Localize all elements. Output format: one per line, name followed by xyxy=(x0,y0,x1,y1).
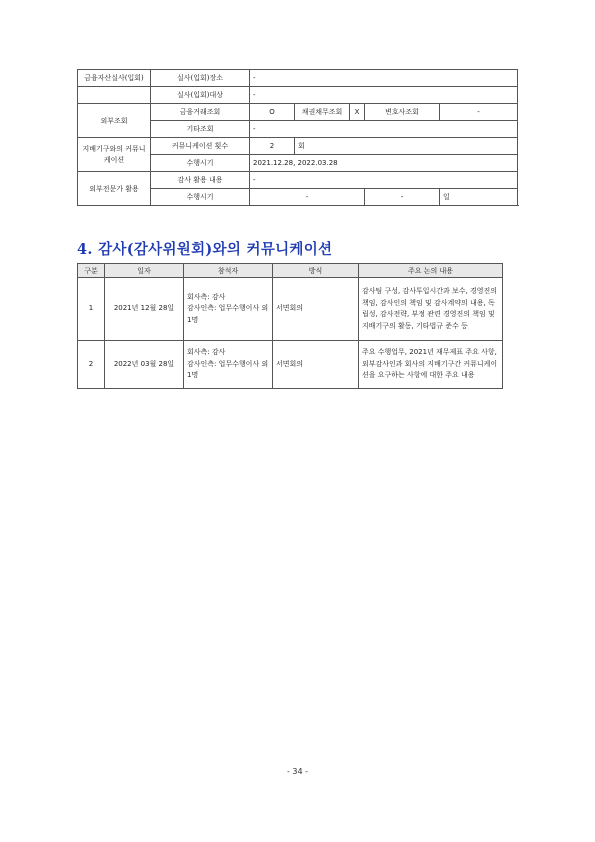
row-date: 2022년 03월 28일 xyxy=(105,341,184,389)
header-date: 일자 xyxy=(105,264,184,278)
row-method: 서면회의 xyxy=(273,341,359,389)
comm-count-value: 2 xyxy=(250,138,295,155)
other-inquiry-label: 기타조회 xyxy=(151,121,250,138)
table-row xyxy=(78,138,518,155)
audit-procedures-table xyxy=(77,69,518,206)
communication-table xyxy=(77,263,503,389)
other-inquiry-value: - xyxy=(250,121,518,138)
row-attendees: 회사측: 감사 감사인측: 업무수행이사 외 1명 xyxy=(184,341,273,389)
financial-inspection-label: 금융자산실사(입회) xyxy=(78,70,151,87)
expert-period-label: 수행시기 xyxy=(151,189,250,206)
expert-content-value: - xyxy=(250,172,518,189)
row-date: 2021년 12월 28일 xyxy=(105,278,184,341)
empty-cell xyxy=(78,87,151,104)
header-attendees: 참석자 xyxy=(184,264,273,278)
inspection-location-label: 실사(입회)장소 xyxy=(151,70,250,87)
lawyer-inquiry-label: 변호사조회 xyxy=(365,104,440,121)
external-expert-label: 외부전문가 활용 xyxy=(78,172,151,206)
section-title: 4. 감사(감사위원회)와의 커뮤니케이션 xyxy=(77,241,333,258)
row-no: 2 xyxy=(78,341,105,389)
comm-count-label: 커뮤니케이션 횟수 xyxy=(151,138,250,155)
table-row xyxy=(78,70,518,87)
financial-inquiry-mark: O xyxy=(250,104,295,121)
header-content: 주요 논의 내용 xyxy=(359,264,503,278)
page-number: - 34 - xyxy=(286,767,309,776)
row-content: 주요 수행업무, 2021년 재무제표 주요 사항, 외부감사인과 회사의 지배기구간 커뮤니케이션을 요구하는 사항에 대한 주요 내용 xyxy=(359,341,503,389)
expert-content-label: 감사 활용 내용 xyxy=(151,172,250,189)
inspection-target-label: 실사(입회)대상 xyxy=(151,87,250,104)
row-attendees: 회사측: 감사 감사인측: 업무수행이사 외 1명 xyxy=(184,278,273,341)
header-no: 구분 xyxy=(78,264,105,278)
receivable-inquiry-mark: X xyxy=(350,104,365,121)
table-row xyxy=(78,172,518,189)
expert-period-unit: 일 xyxy=(440,189,518,206)
receivable-inquiry-label: 채권채무조회 xyxy=(295,104,350,121)
table-row xyxy=(78,341,503,389)
expert-period-end: - xyxy=(365,189,440,206)
inspection-target-value: - xyxy=(250,87,518,104)
table-row xyxy=(78,278,503,341)
expert-period-start: - xyxy=(250,189,365,206)
lawyer-inquiry-value: - xyxy=(440,104,518,121)
comm-dates-label: 수행시기 xyxy=(151,155,250,172)
row-no: 1 xyxy=(78,278,105,341)
row-method: 서면회의 xyxy=(273,278,359,341)
comm-dates-value: 2021.12.28, 2022.03.28 xyxy=(250,155,518,172)
header-method: 방식 xyxy=(273,264,359,278)
table-row xyxy=(78,87,518,104)
comm-count-unit: 회 xyxy=(295,138,518,155)
table-header-row xyxy=(78,264,503,278)
table-row xyxy=(78,104,518,121)
row-content: 감사팀 구성, 감사투입시간과 보수, 경영진의 책임, 감사인의 책임 및 감사계약의 내용, 독립성, 감사전략, 부정 관련 경영진의 책임 및 지배기구의 활동, 기타법규 준수 등 xyxy=(359,278,503,341)
governance-comm-label: 지배기구와의 커뮤니케이션 xyxy=(78,138,151,172)
external-inquiry-label: 외부조회 xyxy=(78,104,151,138)
inspection-location-value: - xyxy=(250,70,518,87)
financial-inquiry-label: 금융거래조회 xyxy=(151,104,250,121)
